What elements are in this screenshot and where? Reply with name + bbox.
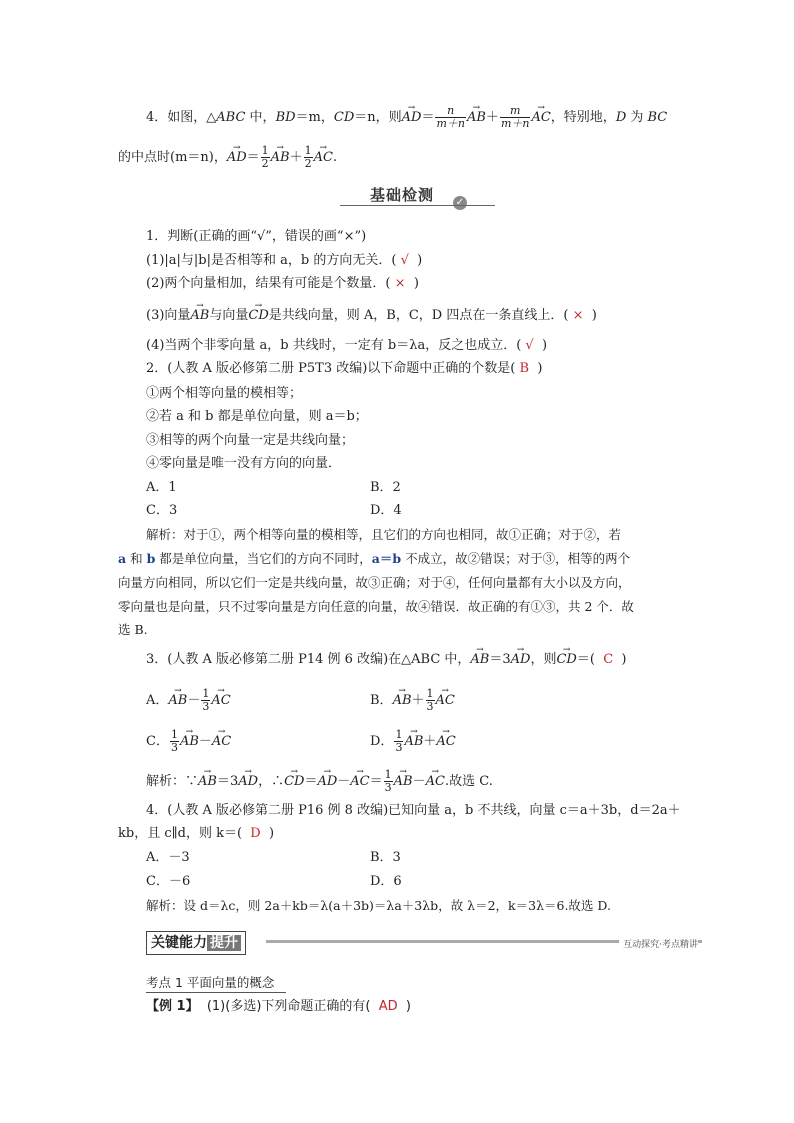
answer: D [250, 826, 261, 841]
q3-option-a: A．→ AB－ $\frac{1}{3}$ → AC [146, 688, 231, 713]
q1-title: 1．判断(正确的画“√”，错误的画“×”) [146, 229, 367, 244]
q4-option-c: C．－6 [146, 874, 191, 889]
answer: AD [378, 999, 398, 1014]
q4-stem-1: 4．(人教 A 版必修第二册 P16 例 8 改编)已知向量 a，b 不共线，向量 c＝a＋3b，d＝2a＋ [146, 803, 681, 818]
answer: B [519, 361, 530, 376]
answer: C [603, 652, 614, 667]
q1-statement-3: (3)向量→ AB与向量→ CD是共线向量，则 A，B，C，D 四点在一条直线上．( × ) [146, 307, 597, 325]
q3-stem: 3．(人教 A 版必修第二册 P14 例 6 改编)在△ABC 中，→ AB＝3→ AD，则→ CD＝( C ) [146, 651, 627, 669]
q1-statement-2: (2)两个向量相加，结果有可能是个数量．( × ) [146, 276, 419, 291]
vector-ad: → AD [402, 109, 422, 127]
q4-stem-2: kb，且 c∥d，则 k＝( D ) [118, 826, 275, 841]
q3-option-b: B．→ AB＋ $\frac{1}{3}$ → AC [370, 688, 455, 713]
key-ability-bar [146, 931, 702, 953]
q2-option-d: D．4 [370, 503, 402, 518]
q2-item-1: ①两个相等向量的模相等； [146, 386, 303, 401]
key-ability-label: 关键能力 提升 [146, 931, 246, 955]
q2-option-a: A．1 [146, 480, 177, 495]
q2-explanation-4: 零向量也是向量，只不过零向量是方向任意的向量，故④错误．故正确的有①③，共 2 个．故 [118, 599, 634, 614]
q1-statement-1: (1)|a|与|b|是否相等和 a，b 的方向无关．( √ ) [146, 253, 423, 268]
q4-option-a: A．－3 [146, 850, 190, 865]
answer: √ [400, 253, 409, 268]
q4-explanation: 解析：设 d＝λc，则 2a＋kb＝λ(a＋3b)＝λa＋3λb，故 λ＝2，k＝3λ＝6.故选 D. [146, 898, 611, 913]
q3-option-d: D． $\frac{1}{3}$ → AB＋→ AC [370, 729, 456, 754]
q4-option-d: D．6 [370, 874, 402, 889]
answer: × [572, 308, 584, 323]
fraction: $\frac{m}{m+n}$ [500, 104, 530, 130]
q2-explanation-1: 解析：对于①，两个相等向量的模相等，且它们的方向也相同，故①正确；对于②，若 [146, 527, 622, 542]
answer: √ [525, 338, 534, 353]
q1-statement-4: (4)当两个非零向量 a，b 共线时，一定有 b＝λa，反之也成立．( √ ) [146, 338, 548, 353]
banner-underline [340, 205, 495, 206]
q2-explanation-3: 向量方向相同，所以它们一定是共线向量，故③正确；对于④，任何向量都有大小以及方向， [118, 575, 631, 590]
intro-line-2: 的中点时(m＝n)，→ AD＝ $\frac{1}{2}$ → AB＋ $\frac{1}{2}$ → AC. [118, 145, 337, 170]
q2-option-b: B．2 [370, 480, 401, 495]
answer: × [394, 276, 406, 291]
intro-line-1: 4．如图，△ABC 中，BD＝m，CD＝n，则→ AD＝ $\frac{n}{m+n}$ → AB＋ $\frac{m}{m+n}$ → AC，特别地，D 为 BC [146, 105, 667, 130]
section-banner [340, 184, 495, 206]
example-1: 【例 1】 (1)(多选)下列命题正确的有( AD ) [146, 999, 411, 1014]
q3-explanation: 解析：∵→ AB＝3→ AD，∴→ CD＝→ AD－→ AC＝ $\frac{1}{3}$ → AB－→ AC.故选 C. [146, 769, 493, 794]
topic-underline [146, 992, 286, 993]
topic-heading: 考点 1 平面向量的概念 [146, 973, 274, 991]
q2-option-c: C．3 [146, 503, 178, 518]
q2-stem: 2．(人教 A 版必修第二册 P5T3 改编)以下命题中正确的个数是( B ) [146, 361, 543, 376]
check-icon: ✓ [453, 196, 467, 210]
key-ability-subtitle: 互动探究·考点精讲 [619, 937, 698, 950]
q3-option-c: C． $\frac{1}{3}$ → AB－→ AC [146, 729, 231, 754]
q2-item-3: ③相等的两个向量一定是共线向量； [146, 433, 355, 448]
fraction: $\frac{n}{m+n}$ [436, 104, 465, 130]
q2-item-4: ④零向量是唯一没有方向的向量． [146, 456, 342, 471]
q2-explanation-5: 选 B. [118, 622, 148, 637]
q4-option-b: B．3 [370, 850, 401, 865]
q2-item-2: ②若 a 和 b 都是单位向量，则 a＝b； [146, 409, 368, 424]
banner-title: 基础检测 [370, 186, 435, 204]
q2-explanation-2: a 和 b 都是单位向量，当它们的方向不同时，a＝b 不成立，故②错误；对于③，相等的两个 [118, 551, 631, 566]
